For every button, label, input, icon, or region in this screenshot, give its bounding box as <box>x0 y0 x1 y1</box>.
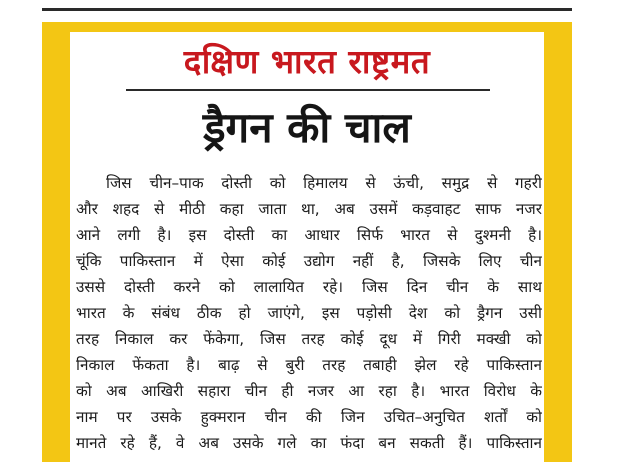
body-line: तरह निकाल कर फेंकेगा, जिस तरह कोई दूध में गिरी मक्खी को <box>76 330 542 348</box>
body-line: चूंकि पाकिस्तान में ऐसा कोई उद्योग नहीं है, जिसके लिए चीन <box>76 252 542 270</box>
article-panel <box>70 32 544 462</box>
body-line: भारत के संबंध ठीक हो जाएंगे, इस पड़ोसी देश को ड्रैगन उसी <box>76 304 542 322</box>
article-body <box>76 170 542 456</box>
body-line: मानते रहे हैं, वे अब उसके गले का फंदा बन सकती हैं। पाकिस्तान <box>76 434 542 452</box>
article-headline: ड्रैगन की चाल <box>203 103 411 152</box>
body-line: जिस चीन–पाक दोस्ती को हिमालय से ऊंची, समुद्र से गहरी <box>106 174 542 192</box>
body-line: उससे दोस्ती करने को लालायित रहे। जिस दिन चीन के साथ <box>76 278 542 296</box>
body-line: नाम पर उसके हुक्मरान चीन की जिन उचित–अनुचित शर्तों को <box>76 408 542 426</box>
body-line: आने लगी है। इस दोस्ती का आधार सिर्फ भारत से दुश्मनी है। <box>76 226 542 244</box>
body-line: निकाल फेंकता है। बाढ़ से बुरी तरह तबाही झेल रहे पाकिस्तान <box>76 356 542 374</box>
masthead-title: दक्षिण भारत राष्ट्रमत <box>183 42 431 81</box>
top-rule <box>42 8 572 11</box>
body-line: को अब आखिरी सहारा चीन ही नजर आ रहा है। भारत विरोध के <box>76 382 542 400</box>
body-line: और शहद से मीठी कहा जाता था, अब उसमें कड़वाहट साफ नजर <box>76 200 542 218</box>
masthead-rule <box>126 89 490 91</box>
